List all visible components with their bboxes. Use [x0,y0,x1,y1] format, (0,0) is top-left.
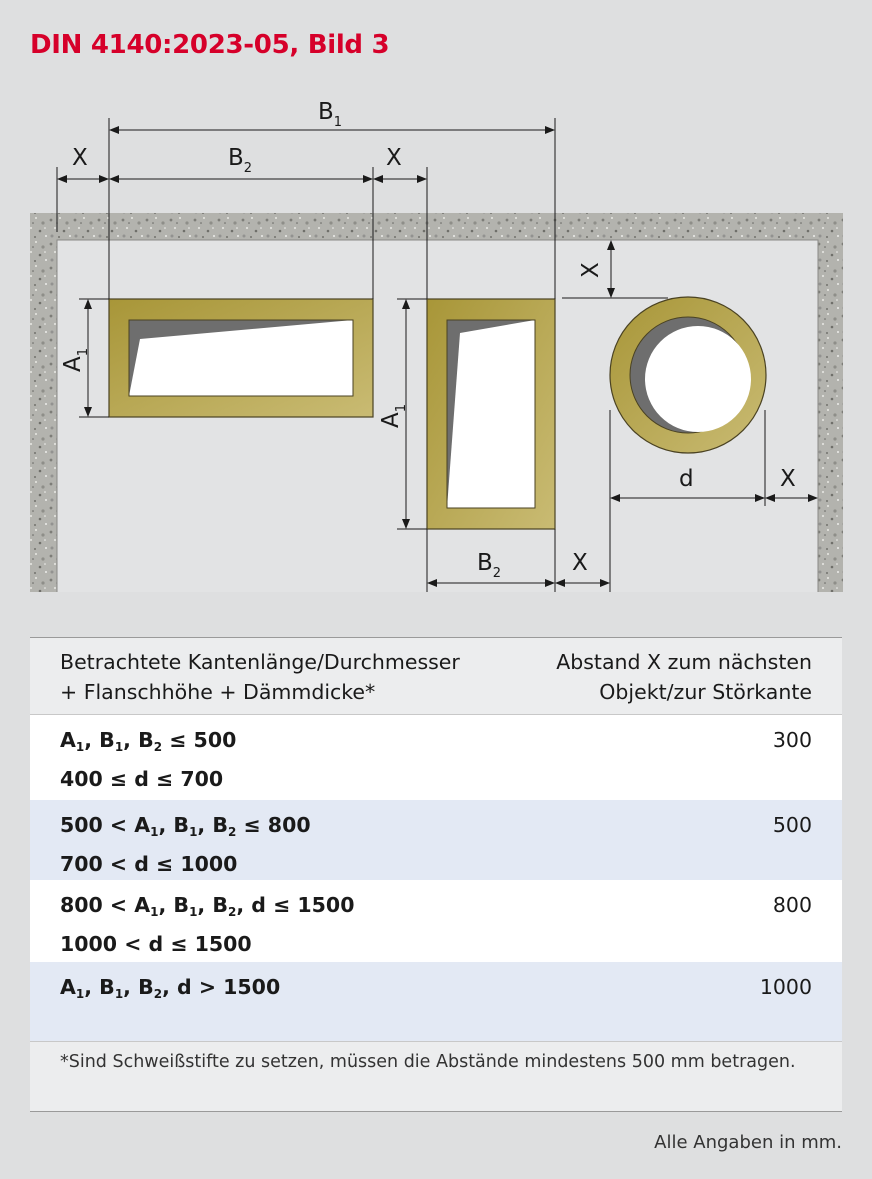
row-value: 500 [772,813,812,837]
row-condition-1: $500 < A_1$, $B_1$, $B_2 \le 800$ [60,813,311,839]
row-condition-1: $A_1$, $B_1$, $B_2$, d > 1500 [60,975,281,1001]
row-value: 800 [772,893,812,917]
figure-title: DIN 4140:2023-05, Bild 3 [30,30,390,60]
row-condition-1: $A_1$, $B_1$, $B_2 \le 500$ [60,728,237,754]
row-condition-2: 1000 < d ≤ 1500 [60,932,252,956]
row-value: 300 [772,728,812,752]
units-note: Alle Angaben in mm. [654,1132,842,1153]
header-left: Betrachtete Kantenlänge/Durchmesser + Flanschhöhe + Dämmdicke* [60,650,460,704]
table-row [30,715,842,800]
duct-horizontal [109,299,373,417]
row-condition-1: $800 < A_1$, $B_1$, $B_2$, d ≤ 1500 [60,893,355,919]
row-condition-2: 700 < d ≤ 1000 [60,852,238,876]
row-condition-2: 400 ≤ d ≤ 700 [60,767,224,791]
label-x-right: X [780,466,796,492]
label-b1: $B_1$ [318,99,343,130]
duct-round [610,297,766,453]
label-x-bottom: X [572,550,588,576]
table-row [30,880,842,962]
label-x-vertical: X [578,262,604,278]
distance-table [30,637,842,1112]
label-a1-left: $A_1$ [60,347,91,372]
label-b2-top: $B_2$ [228,145,253,176]
label-x-top-left: X [72,145,88,171]
label-x-top-right: X [386,145,402,171]
label-d: d [679,466,694,492]
header-right: Abstand X zum nächsten Objekt/zur Störkante [556,650,812,704]
row-value: 1000 [759,975,812,999]
label-a1-right: $A_1$ [378,403,409,428]
label-b2-bottom: $B_2$ [477,550,502,581]
table-row [30,800,842,880]
duct-vertical [427,299,555,529]
footnote: *Sind Schweißstifte zu setzen, müssen die Abstände mindestens 500 mm betragen. [30,1041,842,1111]
table-row [30,962,842,1041]
table-header [30,638,842,715]
